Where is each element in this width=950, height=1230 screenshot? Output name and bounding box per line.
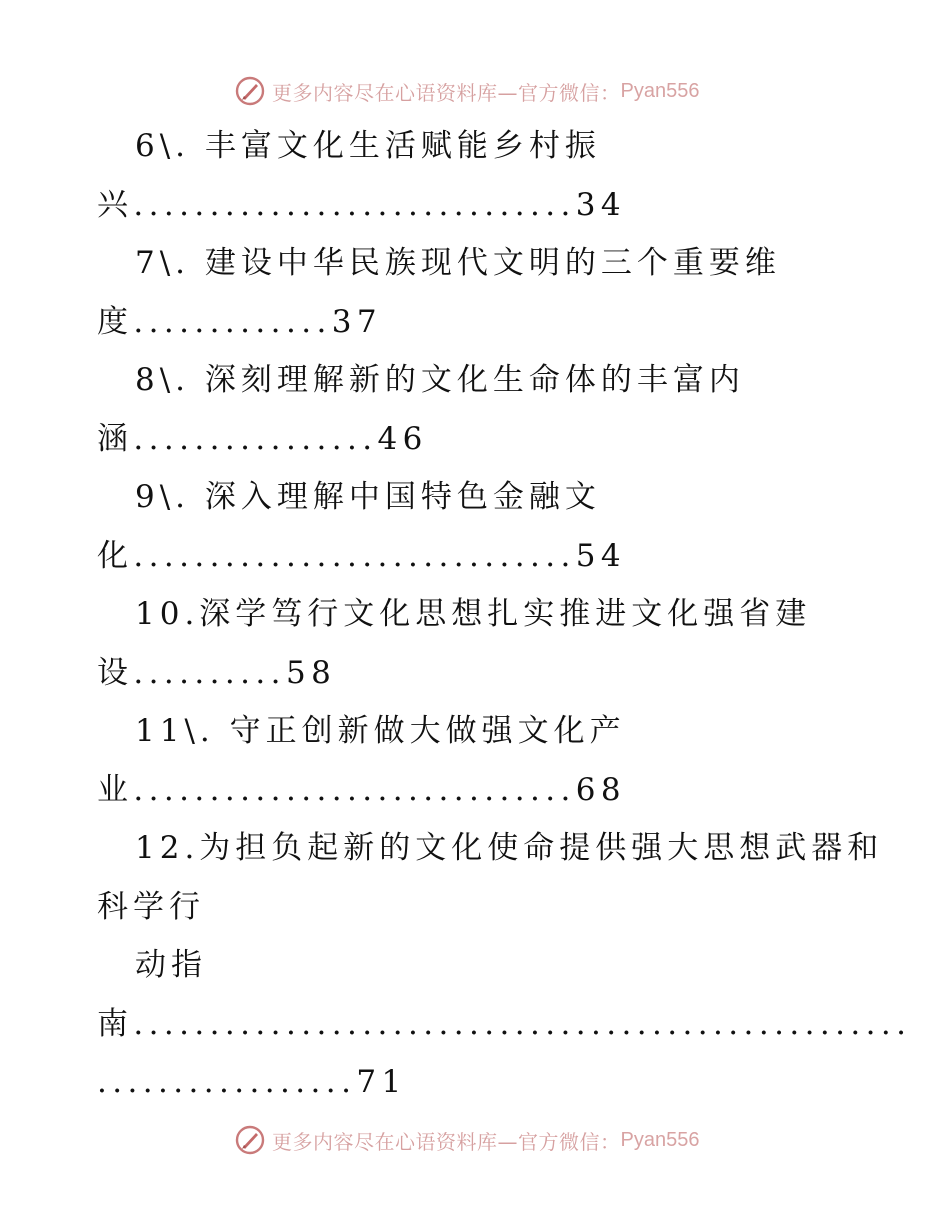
toc-entry-12-leader-2: .................71 bbox=[97, 1064, 407, 1100]
watermark-wechat-id: Pyan556 bbox=[620, 79, 700, 102]
toc-entry-8-leader: 涵................46 bbox=[97, 421, 428, 457]
footer-watermark bbox=[234, 1123, 699, 1157]
quill-logo-icon bbox=[234, 75, 266, 107]
toc-entry-6-leader: 兴.............................34 bbox=[97, 187, 627, 223]
header-watermark bbox=[234, 74, 699, 108]
watermark-wechat-id: Pyan556 bbox=[620, 1128, 700, 1151]
toc-entry-9-leader: 化.............................54 bbox=[97, 538, 627, 574]
toc-entry-10-title: 10.深学笃行文化思想扎实推进文化强省建 bbox=[135, 596, 812, 632]
toc-entry-11-leader: 业.............................68 bbox=[97, 772, 627, 808]
toc-entry-11-title: 11\. 守正创新做大做强文化产 bbox=[135, 713, 626, 749]
toc-entry-9-title: 9\. 深入理解中国特色金融文 bbox=[135, 479, 601, 515]
toc-entry-10-leader: 设..........58 bbox=[97, 655, 337, 691]
toc-entry-6-title: 6\. 丰富文化生活赋能乡村振 bbox=[135, 128, 601, 164]
toc-entry-12-leader: 南................................................... bbox=[97, 1006, 912, 1042]
watermark-text: 更多内容尽在心语资料库—官方微信： bbox=[272, 80, 621, 105]
watermark-text: 更多内容尽在心语资料库—官方微信： bbox=[272, 1129, 621, 1154]
quill-logo-icon bbox=[234, 1124, 266, 1156]
toc-entry-7-leader: 度.............37 bbox=[97, 304, 382, 340]
toc-entry-12-title: 12.为担负起新的文化使命提供强大思想武器和 bbox=[135, 830, 884, 866]
toc-entry-8-title: 8\. 深刻理解新的文化生命体的丰富内 bbox=[135, 362, 745, 398]
toc-entry-12-wrap: 科学行 bbox=[97, 889, 205, 925]
toc-entry-12-continuation: 动指 bbox=[135, 947, 207, 983]
toc-entry-7-title: 7\. 建设中华民族现代文明的三个重要维 bbox=[135, 245, 781, 281]
